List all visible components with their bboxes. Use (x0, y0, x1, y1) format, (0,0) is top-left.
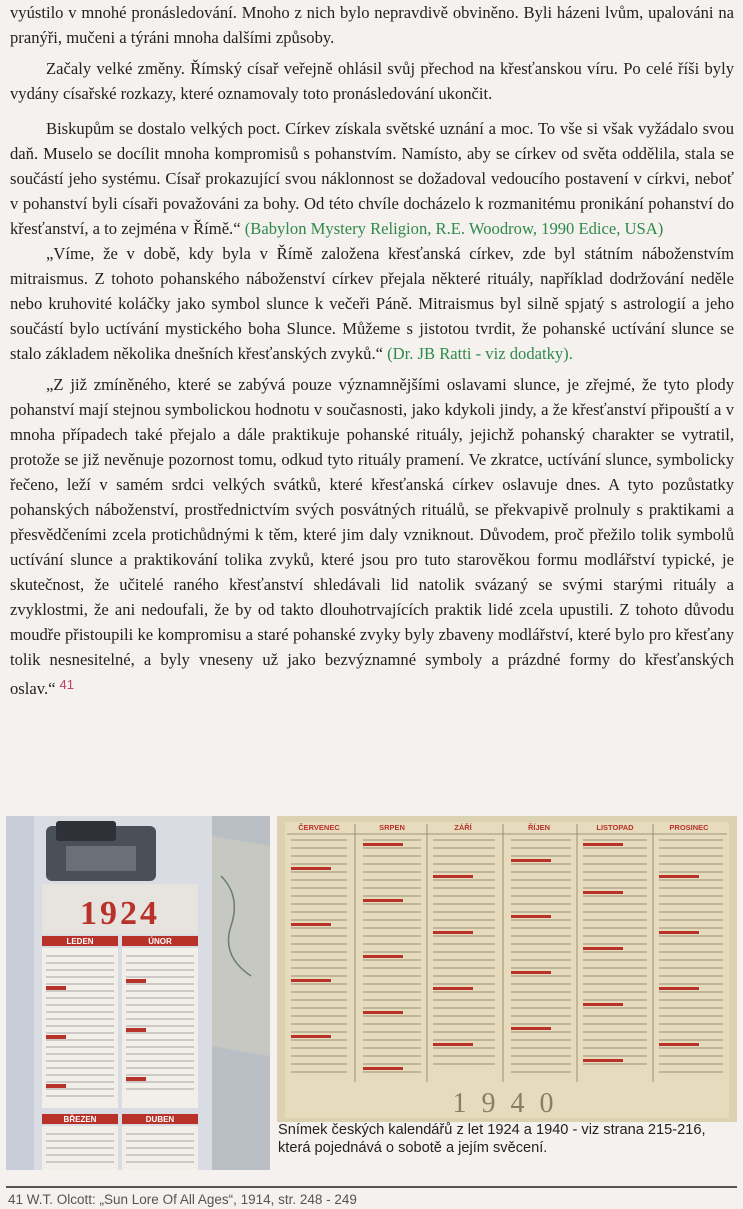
calendar-1940-year: 1 9 4 0 (452, 1088, 558, 1119)
month-unor: ÚNOR (148, 937, 172, 946)
footnote-41: 41 W.T. Olcott: „Sun Lore Of All Ages“, 1914, str. 248 - 249 (8, 1192, 357, 1207)
paragraph-3 (10, 116, 734, 241)
month-brezen: BŘEZEN (63, 1115, 97, 1124)
month-leden: LEDEN (66, 937, 94, 946)
paragraph-5-text: „Z již zmíněného, které se zabývá pouze významnějšími oslavami slunce, je zřejmé, že tyto plody pohanství mají stejnou symbolickou hodnotu v současnosti, jako kdykoli jindy, a že křesťanství připouští a v mnoha případech také přejalo a dále praktikuje pohanské rituály, jejichž pohanský charakter se vytratil, protože se již nevěnuje pozornost tomu, odkud tyto rituály pramení. Ve zkratce, uctívání slunce, symbolicky řečeno, leží v samém srdci velkých svátků, které křesťanská církev oslavuje dnes. A tyto pozůstatky pohanských náboženství, prostřednictvím svých posvátných rituálů, se překvapivě prolnuly s praktikami a přesvědčeními zcela protichůdnými k těm, které jim daly vzniknout. Důvodem, proč přežilo tolik symbolů uctívání slunce a praktikování tolika zvyků, které jsou pro tuto starověkou formu modlářství typické, je skutečnost, že učitelé raného křesťanství shledávali lid natolik svázaný se svými starými rituály a zvyklostmi, že ani nedoufali, že by od takto dlouhotrvajících praktik lidé zcela upustili. Z tohoto důvodu moudře přistoupili ke kompromisu a staré pohanské zvyky byly zbaveny modlářství, které bylo pro křesťany tolik nesnesitelné, a byly vneseny už jako bezvýznamné symboly a prázdné formy do křesťanských oslav.“ (10, 375, 734, 698)
calendar-1940-photo (277, 816, 737, 1122)
month-rijen: ŘÍJEN (527, 823, 551, 832)
calendar-1924-photo (6, 816, 270, 1170)
paragraph-4-text: „Víme, že v době, kdy byla v Římě založena křesťanská církev, zde byl státním náboženstvím mitraismus. Z tohoto pohanského náboženství církev přejala některé rituály, například dodržování neděle nebo kruhovité koláčky jako symbol slunce k večeři Páně. Mitraismus byl silně spjatý s astrologií a jeho součástí bylo uctívání mystického boha Slunce. Můžeme s jistotou tvrdit, že pohanské uctívání slunce se stalo základem několika dnešních křesťanských zvyků.“ (10, 244, 734, 363)
paragraph-3-text: Biskupům se dostalo velkých poct. Církev získala světské uznání a moc. To vše si však vyžádalo svou daň. Muselo se docílit mnoha kompromisů s pohanstvím. Namísto, aby se církev od světa oddělila, stala se součástí jeho systému. Císař prokazující svou náklonnost se dožadoval vedoucího postavení v církvi, neboť v pohanství byli císaři považováni za bohy. Od této chvíle docházelo k rozmanitému pronikání pohanství do křesťanství, a to zejména v Římě.“ (10, 119, 734, 238)
photo-caption: Snímek českých kalendářů z let 1924 a 1940 - viz strana 215-216, která pojednává o sobotě a jejím svěcení. (278, 1122, 706, 1156)
month-cervenec: ČERVENEC (298, 823, 340, 832)
citation-ratti: (Dr. JB Ratti - viz dodatky). (387, 344, 573, 363)
calendar-1924-year: 1924 (80, 895, 160, 932)
citation-woodrow: (Babylon Mystery Religion, R.E. Woodrow, 1990 Edice, USA) (244, 219, 664, 238)
month-prosinec: PROSINEC (669, 823, 709, 832)
footnote-divider (6, 1186, 737, 1188)
body-text (10, 0, 734, 701)
month-srpen: SRPEN (379, 823, 405, 832)
month-duben: DUBEN (145, 1115, 175, 1124)
footnote-reference: 41 (59, 677, 74, 692)
paragraph-2: Začaly velké změny. Římský císař veřejně ohlásil svůj přechod na křesťanskou víru. Po celé říši byly vydány císařské rozkazy, které oznamovaly toto pronásledování ukončit. (10, 59, 734, 103)
paragraph-5 (10, 372, 734, 701)
month-zari: ZÁŘÍ (454, 823, 472, 832)
month-listopad: LISTOPAD (596, 823, 634, 832)
paragraph-1: vyústilo v mnohé pronásledování. Mnoho z nich bylo nepravdivě obviněno. Byli házeni lvům, upalováni na pranýři, mučeni a týráni mnoha dalšími způsoby. (10, 3, 734, 47)
paragraph-4 (10, 241, 734, 366)
